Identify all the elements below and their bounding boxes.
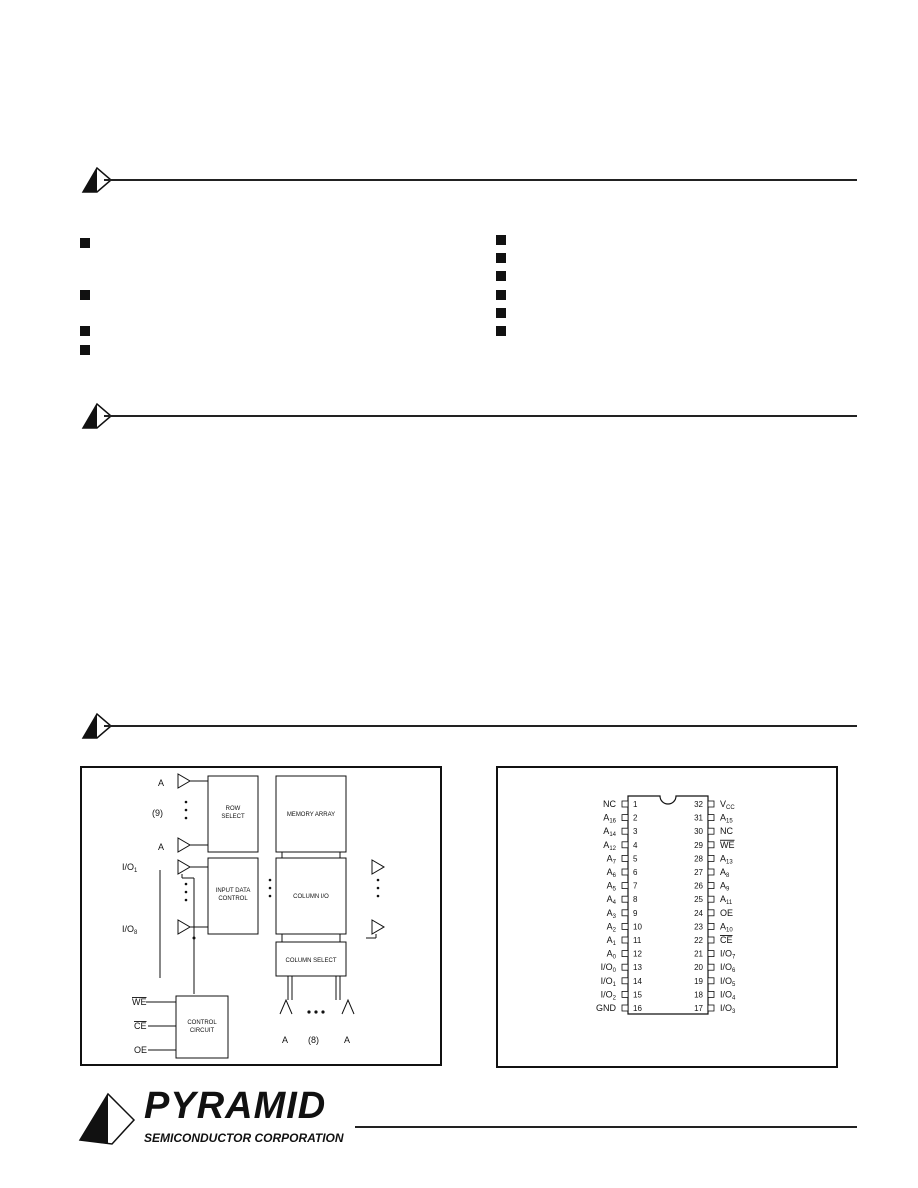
pin-number: 25 — [694, 895, 703, 905]
pin-left-11 — [607, 935, 642, 947]
footer-rule — [355, 1126, 857, 1128]
pin-name: $A_1$ — [606, 935, 616, 947]
pin-name: $I/O_1$ — [600, 975, 616, 988]
pin-pad — [622, 923, 628, 929]
io-top-label: $I/O_1$ — [122, 862, 138, 874]
feature-bullet — [496, 271, 506, 281]
pin-number: 27 — [694, 868, 703, 877]
output-buffer-icon — [372, 860, 384, 874]
pin-number: 5 — [633, 854, 638, 864]
pin-number: 10 — [633, 922, 642, 932]
pin-name: $A_{12}$ — [603, 839, 616, 852]
pin-number: 30 — [694, 827, 703, 837]
pin-name: $A_3$ — [606, 907, 616, 920]
pin-pad — [708, 842, 714, 848]
pin-right-30 — [694, 826, 733, 836]
feature-bullet — [496, 253, 506, 263]
pin-right-23 — [694, 921, 733, 933]
pin-left-4 — [603, 840, 638, 852]
io-buffer-icon — [178, 920, 190, 934]
pin-name: $A_{10}$ — [720, 921, 733, 934]
pin-right-20 — [694, 962, 736, 974]
pin-right-18 — [694, 989, 736, 1001]
feature-bullet — [496, 308, 506, 318]
pin-name: $I/O_6$ — [720, 962, 736, 975]
pin-name: $A_{13}$ — [720, 853, 733, 866]
pin-name: $A_7$ — [606, 853, 616, 866]
pin-number: 18 — [694, 990, 703, 1000]
col-address-left-label: A — [282, 1035, 289, 1045]
pin-pad — [622, 842, 628, 848]
block-diagram-frame — [80, 766, 442, 1066]
pin-right-31 — [694, 813, 733, 825]
pin-name: $A_{11}$ — [720, 894, 733, 907]
pin-number: 15 — [633, 990, 642, 1000]
pin-name: $A_{15}$ — [720, 812, 733, 825]
pinout-diagram — [498, 768, 836, 1066]
pin-name: $V_{CC}$ — [720, 799, 735, 811]
input-data-control-label-1: INPUT DATA — [215, 888, 251, 894]
address-bottom-label: A — [158, 842, 165, 852]
pin-number: 13 — [633, 963, 642, 973]
pin-left-12 — [607, 949, 643, 961]
pin-number: 2 — [633, 813, 638, 823]
pin-right-26 — [694, 881, 730, 893]
io-bottom-label: $I/O_8$ — [122, 924, 138, 936]
feature-bullet — [496, 326, 506, 336]
pin-number: 7 — [633, 881, 638, 891]
pin-number: 26 — [694, 881, 703, 891]
column-address-buffer-icon — [342, 1000, 354, 1014]
pin-number: 16 — [633, 1004, 642, 1013]
feature-bullet — [496, 235, 506, 245]
pin-left-15 — [601, 989, 643, 1001]
section-rule-description — [104, 415, 857, 417]
row-select-label-1: ROW — [225, 806, 241, 812]
pin-pad — [708, 855, 714, 861]
pin-pad — [708, 801, 714, 807]
control-circuit-label-1: CONTROL — [187, 1020, 217, 1026]
pin-name: $I/O_5$ — [720, 975, 736, 988]
pin-name: CE — [720, 935, 733, 945]
pin-name: $I/O_2$ — [600, 989, 616, 1002]
pin-number: 6 — [633, 868, 638, 877]
col-address-count-label: (8) — [308, 1035, 319, 1045]
pin-number: 28 — [694, 854, 703, 864]
pin-left-14 — [601, 976, 643, 988]
memory-array-label: MEMORY ARRAY — [286, 812, 336, 818]
pin-right-24 — [694, 908, 733, 918]
pin-pad — [622, 951, 628, 957]
feature-bullet — [80, 238, 90, 248]
pin-number: 14 — [633, 976, 642, 986]
feature-bullet — [80, 345, 90, 355]
pin-pad — [622, 896, 628, 902]
pin-number: 11 — [633, 936, 642, 945]
pin-name: NC — [603, 799, 616, 809]
pyramid-logo-icon — [76, 1088, 136, 1148]
pin-right-22 — [694, 935, 732, 945]
pin-name: $A_5$ — [606, 880, 616, 893]
pin-number: 1 — [633, 800, 638, 809]
control-circuit-label-2: CIRCUIT — [189, 1028, 215, 1034]
pin-pad — [622, 801, 628, 807]
pin-name: $A_6$ — [606, 867, 616, 879]
pin-pad — [622, 855, 628, 861]
pin-right-19 — [694, 976, 736, 988]
pin-right-28 — [694, 853, 733, 865]
pin-number: 31 — [694, 813, 703, 823]
address-buffer-icon — [178, 774, 190, 788]
pin-number: 19 — [694, 976, 703, 986]
address-top-label: A — [158, 778, 165, 788]
pin-name: $A_{14}$ — [603, 826, 616, 839]
pin-name: $I/O_7$ — [720, 948, 736, 961]
pin-pad — [708, 896, 714, 902]
pin-name: $A_4$ — [606, 894, 616, 907]
pin-pad — [708, 978, 714, 984]
pin-right-25 — [694, 894, 733, 906]
pin-number: 29 — [694, 840, 703, 850]
pin-number: 20 — [694, 963, 703, 973]
company-name: SEMICONDUCTOR CORPORATION — [144, 1131, 344, 1145]
pin-name: $A_9$ — [720, 880, 730, 893]
col-address-right-label: A — [344, 1035, 351, 1045]
feature-bullet — [80, 326, 90, 336]
pin-pad — [708, 951, 714, 957]
pin-left-1 — [603, 799, 638, 809]
pin-name: WE — [720, 839, 735, 850]
column-io-label: COLUMN I/O — [293, 894, 329, 900]
pin-pad — [708, 964, 714, 970]
feature-bullet — [80, 290, 90, 300]
pin-left-13 — [601, 962, 643, 974]
control-circuit-block — [176, 996, 228, 1058]
pin-pad — [622, 1005, 628, 1011]
section-rule-diagrams — [104, 725, 857, 727]
pin-number: 4 — [633, 840, 638, 850]
pin-name: $A_0$ — [606, 948, 616, 961]
pin-pad — [708, 815, 714, 821]
pin-number: 9 — [633, 908, 638, 918]
column-select-label: COLUMN SELECT — [285, 958, 337, 964]
pin-pad — [622, 910, 628, 916]
pin-pad — [622, 815, 628, 821]
pin-left-8 — [607, 894, 638, 906]
address-count-label: (9) — [152, 808, 163, 818]
pin-left-3 — [603, 826, 638, 838]
pin-right-32 — [694, 799, 735, 811]
oe-label: OE — [134, 1045, 148, 1055]
pin-right-21 — [694, 949, 736, 961]
pin-pad — [622, 937, 628, 943]
pin-left-16 — [596, 1003, 642, 1013]
pin-right-29 — [694, 840, 734, 850]
row-select-label-2: SELECT — [221, 814, 245, 820]
pin-right-17 — [694, 1003, 736, 1015]
pin-pad — [708, 828, 714, 834]
pin-name: $A_{16}$ — [603, 812, 616, 825]
pin-pad — [622, 964, 628, 970]
pin-name: $A_2$ — [606, 921, 616, 934]
pin-left-10 — [607, 921, 643, 933]
pin-number: 3 — [633, 827, 638, 837]
we-label: WE — [132, 997, 147, 1007]
pin-number: 23 — [694, 922, 703, 932]
pin-number: 22 — [694, 936, 703, 945]
input-data-control-label-2: CONTROL — [218, 896, 248, 902]
pin-pad — [708, 883, 714, 889]
pin-pad — [708, 991, 714, 997]
pin-pad — [622, 978, 628, 984]
pinout-frame — [496, 766, 838, 1068]
pin-right-27 — [694, 867, 730, 879]
pin-pad — [708, 869, 714, 875]
address-buffer-icon — [178, 838, 190, 852]
pin-number: 8 — [633, 895, 638, 905]
output-buffer-icon — [372, 920, 384, 934]
pin-name: $I/O_4$ — [720, 989, 736, 1002]
feature-bullet — [496, 290, 506, 300]
pin-number: 24 — [694, 908, 703, 918]
pin-left-6 — [607, 867, 638, 879]
pin-name: GND — [596, 1003, 616, 1013]
io-buffer-icon — [178, 860, 190, 874]
pin-pad — [622, 883, 628, 889]
pin-number: 32 — [694, 800, 703, 809]
pin-pad — [622, 991, 628, 997]
block-diagram — [82, 768, 440, 1064]
section-rule-features — [104, 179, 857, 181]
pin-pad — [708, 923, 714, 929]
pin-left-5 — [607, 853, 638, 865]
pin-pad — [708, 937, 714, 943]
pin-number: 21 — [694, 949, 703, 959]
pin-pad — [708, 1005, 714, 1011]
logo-wordmark: PYRAMID — [144, 1085, 327, 1127]
pin-name: $I/O_0$ — [600, 962, 616, 975]
column-address-buffer-icon — [280, 1000, 292, 1014]
pin-left-9 — [607, 908, 638, 920]
pin-number: 12 — [633, 949, 642, 959]
pin-left-2 — [603, 813, 638, 825]
pin-pad — [708, 910, 714, 916]
pin-name: OE — [720, 907, 734, 918]
pin-name: $A_8$ — [720, 867, 730, 879]
ce-label: CE — [134, 1021, 147, 1031]
pin-left-7 — [607, 881, 638, 893]
pin-name: NC — [720, 826, 733, 837]
pin-number: 17 — [694, 1004, 703, 1013]
pin-pad — [622, 828, 628, 834]
pin-name: $I/O_3$ — [720, 1003, 736, 1015]
pin-pad — [622, 869, 628, 875]
